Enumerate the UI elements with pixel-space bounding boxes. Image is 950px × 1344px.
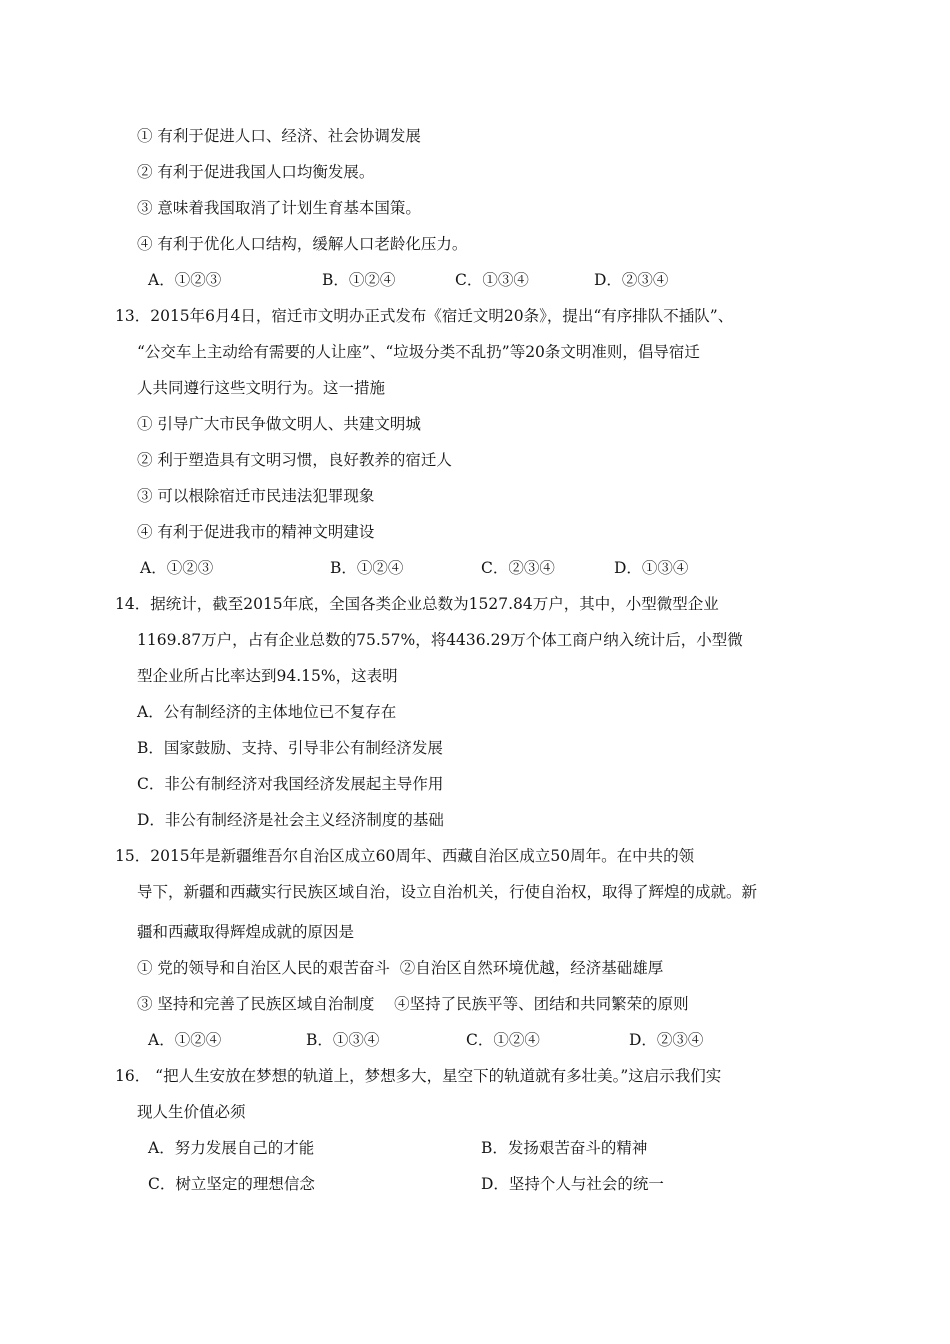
q15-items-line-1: ① 党的领导和自治区人民的艰苦奋斗 ②自治区自然环境优越，经济基础雄厚 [137, 959, 664, 977]
q16-option-a: A．努力发展自己的才能 [148, 1139, 315, 1157]
q16-stem-line-1: 16． “把人生安放在梦想的轨道上，梦想多大，星空下的轨道就有多壮美。”这启示我们实 [115, 1067, 722, 1085]
q14-stem-line-2: 1169.87万户，占有企业总数的75.57%，将4436.29万个体工商户纳入统计后，小型微 [137, 631, 743, 649]
q13-item-3: ③ 可以根除宿迁市民违法犯罪现象 [137, 487, 375, 505]
q13-option-a: A．①②③ [140, 559, 214, 577]
q14-option-b: B．国家鼓励、支持、引导非公有制经济发展 [137, 739, 443, 757]
q13-option-c: C．②③④ [481, 559, 555, 577]
q16-option-b: B．发扬艰苦奋斗的精神 [481, 1139, 648, 1157]
q13-item-4: ④ 有利于促进我市的精神文明建设 [137, 523, 375, 541]
q15-stem-line-3: 疆和西藏取得辉煌成就的原因是 [137, 923, 355, 941]
q14-option-c: C．非公有制经济对我国经济发展起主导作用 [137, 775, 444, 793]
q12-item-2: ② 有利于促进我国人口均衡发展。 [137, 163, 375, 181]
q15-option-d: D．②③④ [629, 1031, 704, 1049]
q14-option-a: A．公有制经济的主体地位已不复存在 [137, 703, 397, 721]
q15-option-c: C．①②④ [466, 1031, 540, 1049]
q12-item-4: ④ 有利于优化人口结构，缓解人口老龄化压力。 [137, 235, 468, 253]
q13-stem-line-1: 13．2015年6月4日，宿迁市文明办正式发布《宿迁文明20条》，提出“有序排队不插队”、 [115, 307, 734, 325]
q12-item-1: ① 有利于促进人口、经济、社会协调发展 [137, 127, 421, 145]
q15-option-a: A．①②④ [148, 1031, 222, 1049]
q12-option-c: C．①③④ [455, 271, 529, 289]
q15-items-line-2: ③ 坚持和完善了民族区域自治制度 ④坚持了民族平等、团结和共同繁荣的原则 [137, 995, 689, 1013]
q15-stem-line-2: 导下，新疆和西藏实行民族区域自治，设立自治机关，行使自治权，取得了辉煌的成就。新 [137, 883, 758, 901]
q12-option-a: A．①②③ [148, 271, 222, 289]
q15-option-b: B．①③④ [306, 1031, 380, 1049]
q15-stem-line-1: 15．2015年是新疆维吾尔自治区成立60周年、西藏自治区成立50周年。在中共的领 [115, 847, 695, 865]
q13-item-1: ① 引导广大市民争做文明人、共建文明城 [137, 415, 421, 433]
q14-stem-line-3: 型企业所占比率达到94.15%，这表明 [137, 667, 398, 685]
q14-option-d: D．非公有制经济是社会主义经济制度的基础 [137, 811, 444, 829]
q13-item-2: ② 利于塑造具有文明习惯，良好教养的宿迁人 [137, 451, 452, 469]
q13-stem-line-2: “公交车上主动给有需要的人让座”、“垃圾分类不乱扔”等20条文明准则，倡导宿迁 [137, 343, 700, 361]
q12-option-d: D．②③④ [594, 271, 669, 289]
q12-option-b: B．①②④ [322, 271, 396, 289]
q16-option-d: D．坚持个人与社会的统一 [481, 1175, 664, 1193]
q16-option-c: C．树立坚定的理想信念 [148, 1175, 315, 1193]
q14-stem-line-1: 14．据统计，截至2015年底，全国各类企业总数为1527.84万户，其中，小型微型企业 [115, 595, 719, 613]
q16-stem-line-2: 现人生价值必须 [137, 1103, 246, 1121]
q13-stem-line-3: 人共同遵行这些文明行为。这一措施 [137, 379, 386, 397]
q13-option-d: D．①③④ [614, 559, 689, 577]
q12-item-3: ③ 意味着我国取消了计划生育基本国策。 [137, 199, 421, 217]
q13-option-b: B．①②④ [330, 559, 404, 577]
